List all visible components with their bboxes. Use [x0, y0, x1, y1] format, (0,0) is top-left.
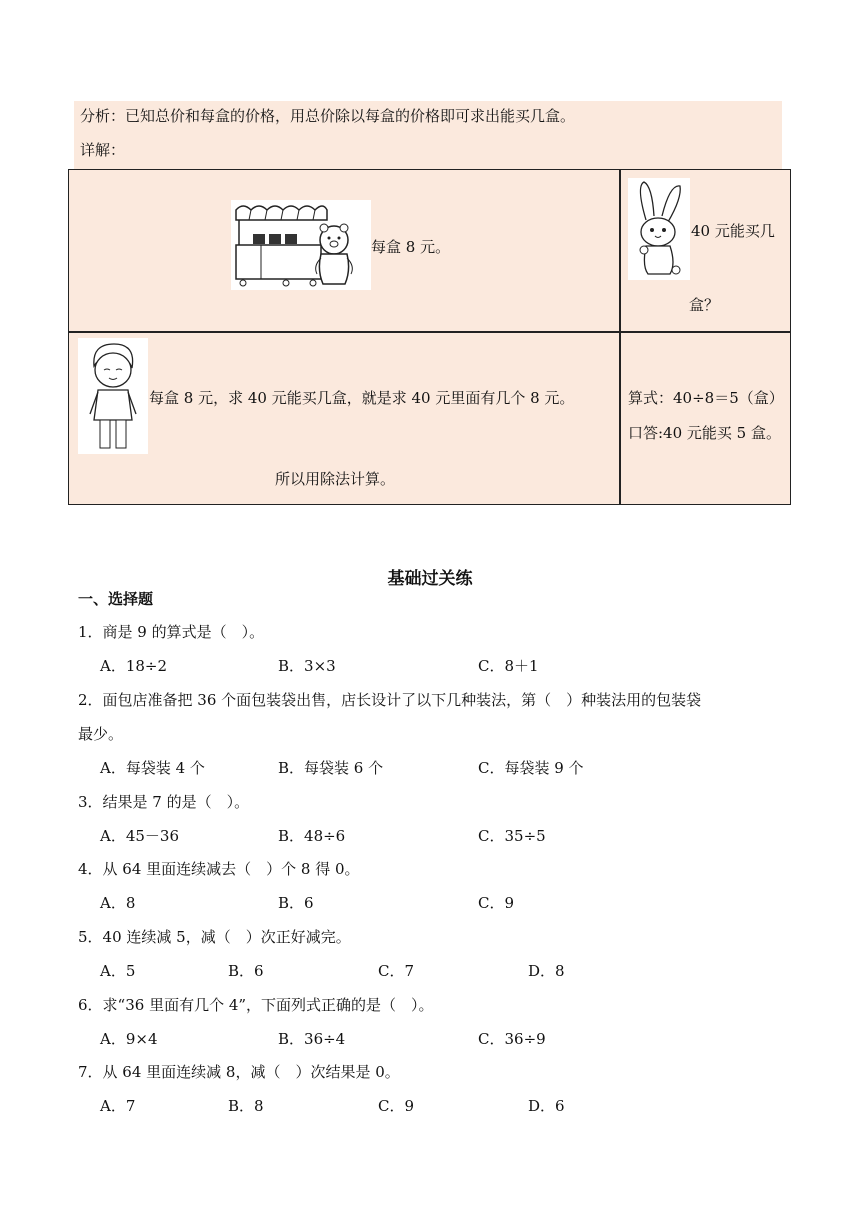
question-text-line2: 盒？	[689, 296, 720, 314]
question-5: 5．40 连续减 5，减（ ）次正好减完。	[78, 928, 351, 946]
price-per-box-text: 每盒 8 元。	[371, 238, 451, 256]
q1-option-b: B．3×3	[278, 657, 336, 675]
q3-option-a: A．45－36	[100, 827, 180, 845]
analysis-box	[74, 101, 782, 169]
section-heading: 一、选择题	[78, 590, 154, 608]
question-2: 2．面包店准备把 36 个面包装袋出售，店长设计了以下几种装法，第（ ）种装法用的包装袋	[78, 691, 702, 709]
table-divider-vertical	[619, 170, 621, 504]
q7-option-c: C．9	[378, 1097, 415, 1115]
q6-option-b: B．36÷4	[278, 1030, 346, 1048]
question-3: 3．结果是 7 的是（ ）。	[78, 793, 250, 811]
q2-option-c: C．每袋装 9 个	[478, 759, 584, 777]
q4-option-b: B．6	[278, 894, 314, 912]
q7-option-d: D．6	[528, 1097, 565, 1115]
question-6: 6．求“36 里面有几个 4”，下面列式正确的是（ ）。	[78, 996, 434, 1014]
reasoning-text: 每盒 8 元，求 40 元能买几盒，就是求 40 元里面有几个 8 元。	[149, 389, 575, 407]
question-2-continued: 最少。	[78, 725, 124, 743]
q6-option-c: C．36÷9	[478, 1030, 546, 1048]
q7-option-a: A．7	[100, 1097, 136, 1115]
question-1: 1．商是 9 的算式是（ ）。	[78, 623, 265, 641]
reasoning-conclusion: 所以用除法计算。	[275, 470, 396, 488]
q6-option-a: A．9×4	[100, 1030, 158, 1048]
q1-option-c: C．8＋1	[478, 657, 539, 675]
q3-option-b: B．48÷6	[278, 827, 346, 845]
explanation-table	[68, 169, 791, 505]
q2-option-a: A．每袋装 4 个	[100, 759, 205, 777]
q5-option-c: C．7	[378, 962, 415, 980]
q5-option-b: B．6	[228, 962, 264, 980]
q3-option-c: C．35÷5	[478, 827, 546, 845]
boy-illustration	[78, 338, 148, 454]
equation-text: 算式：40÷8＝5（盒）	[628, 389, 784, 407]
q1-option-a: A．18÷2	[100, 657, 168, 675]
table-divider-horizontal	[69, 331, 790, 333]
shop-bear-illustration	[231, 200, 371, 290]
question-7: 7．从 64 里面连续减 8，减（ ）次结果是 0。	[78, 1063, 400, 1081]
q4-option-a: A．8	[100, 894, 136, 912]
rabbit-illustration	[628, 178, 690, 280]
detail-label: 详解：	[80, 141, 126, 159]
question-4: 4．从 64 里面连续减去（ ）个 8 得 0。	[78, 860, 360, 878]
q4-option-c: C．9	[478, 894, 515, 912]
q5-option-a: A．5	[100, 962, 136, 980]
analysis-text: 分析：已知总价和每盒的价格，用总价除以每盒的价格即可求出能买几盒。	[80, 107, 576, 125]
q2-option-b: B．每袋装 6 个	[278, 759, 384, 777]
q5-option-d: D．8	[528, 962, 565, 980]
oral-answer-text: 口答:40 元能买 5 盒。	[628, 424, 781, 442]
question-text-line1: 40 元能买几	[691, 222, 775, 240]
section-title: 基础过关练	[387, 569, 473, 589]
q7-option-b: B．8	[228, 1097, 264, 1115]
